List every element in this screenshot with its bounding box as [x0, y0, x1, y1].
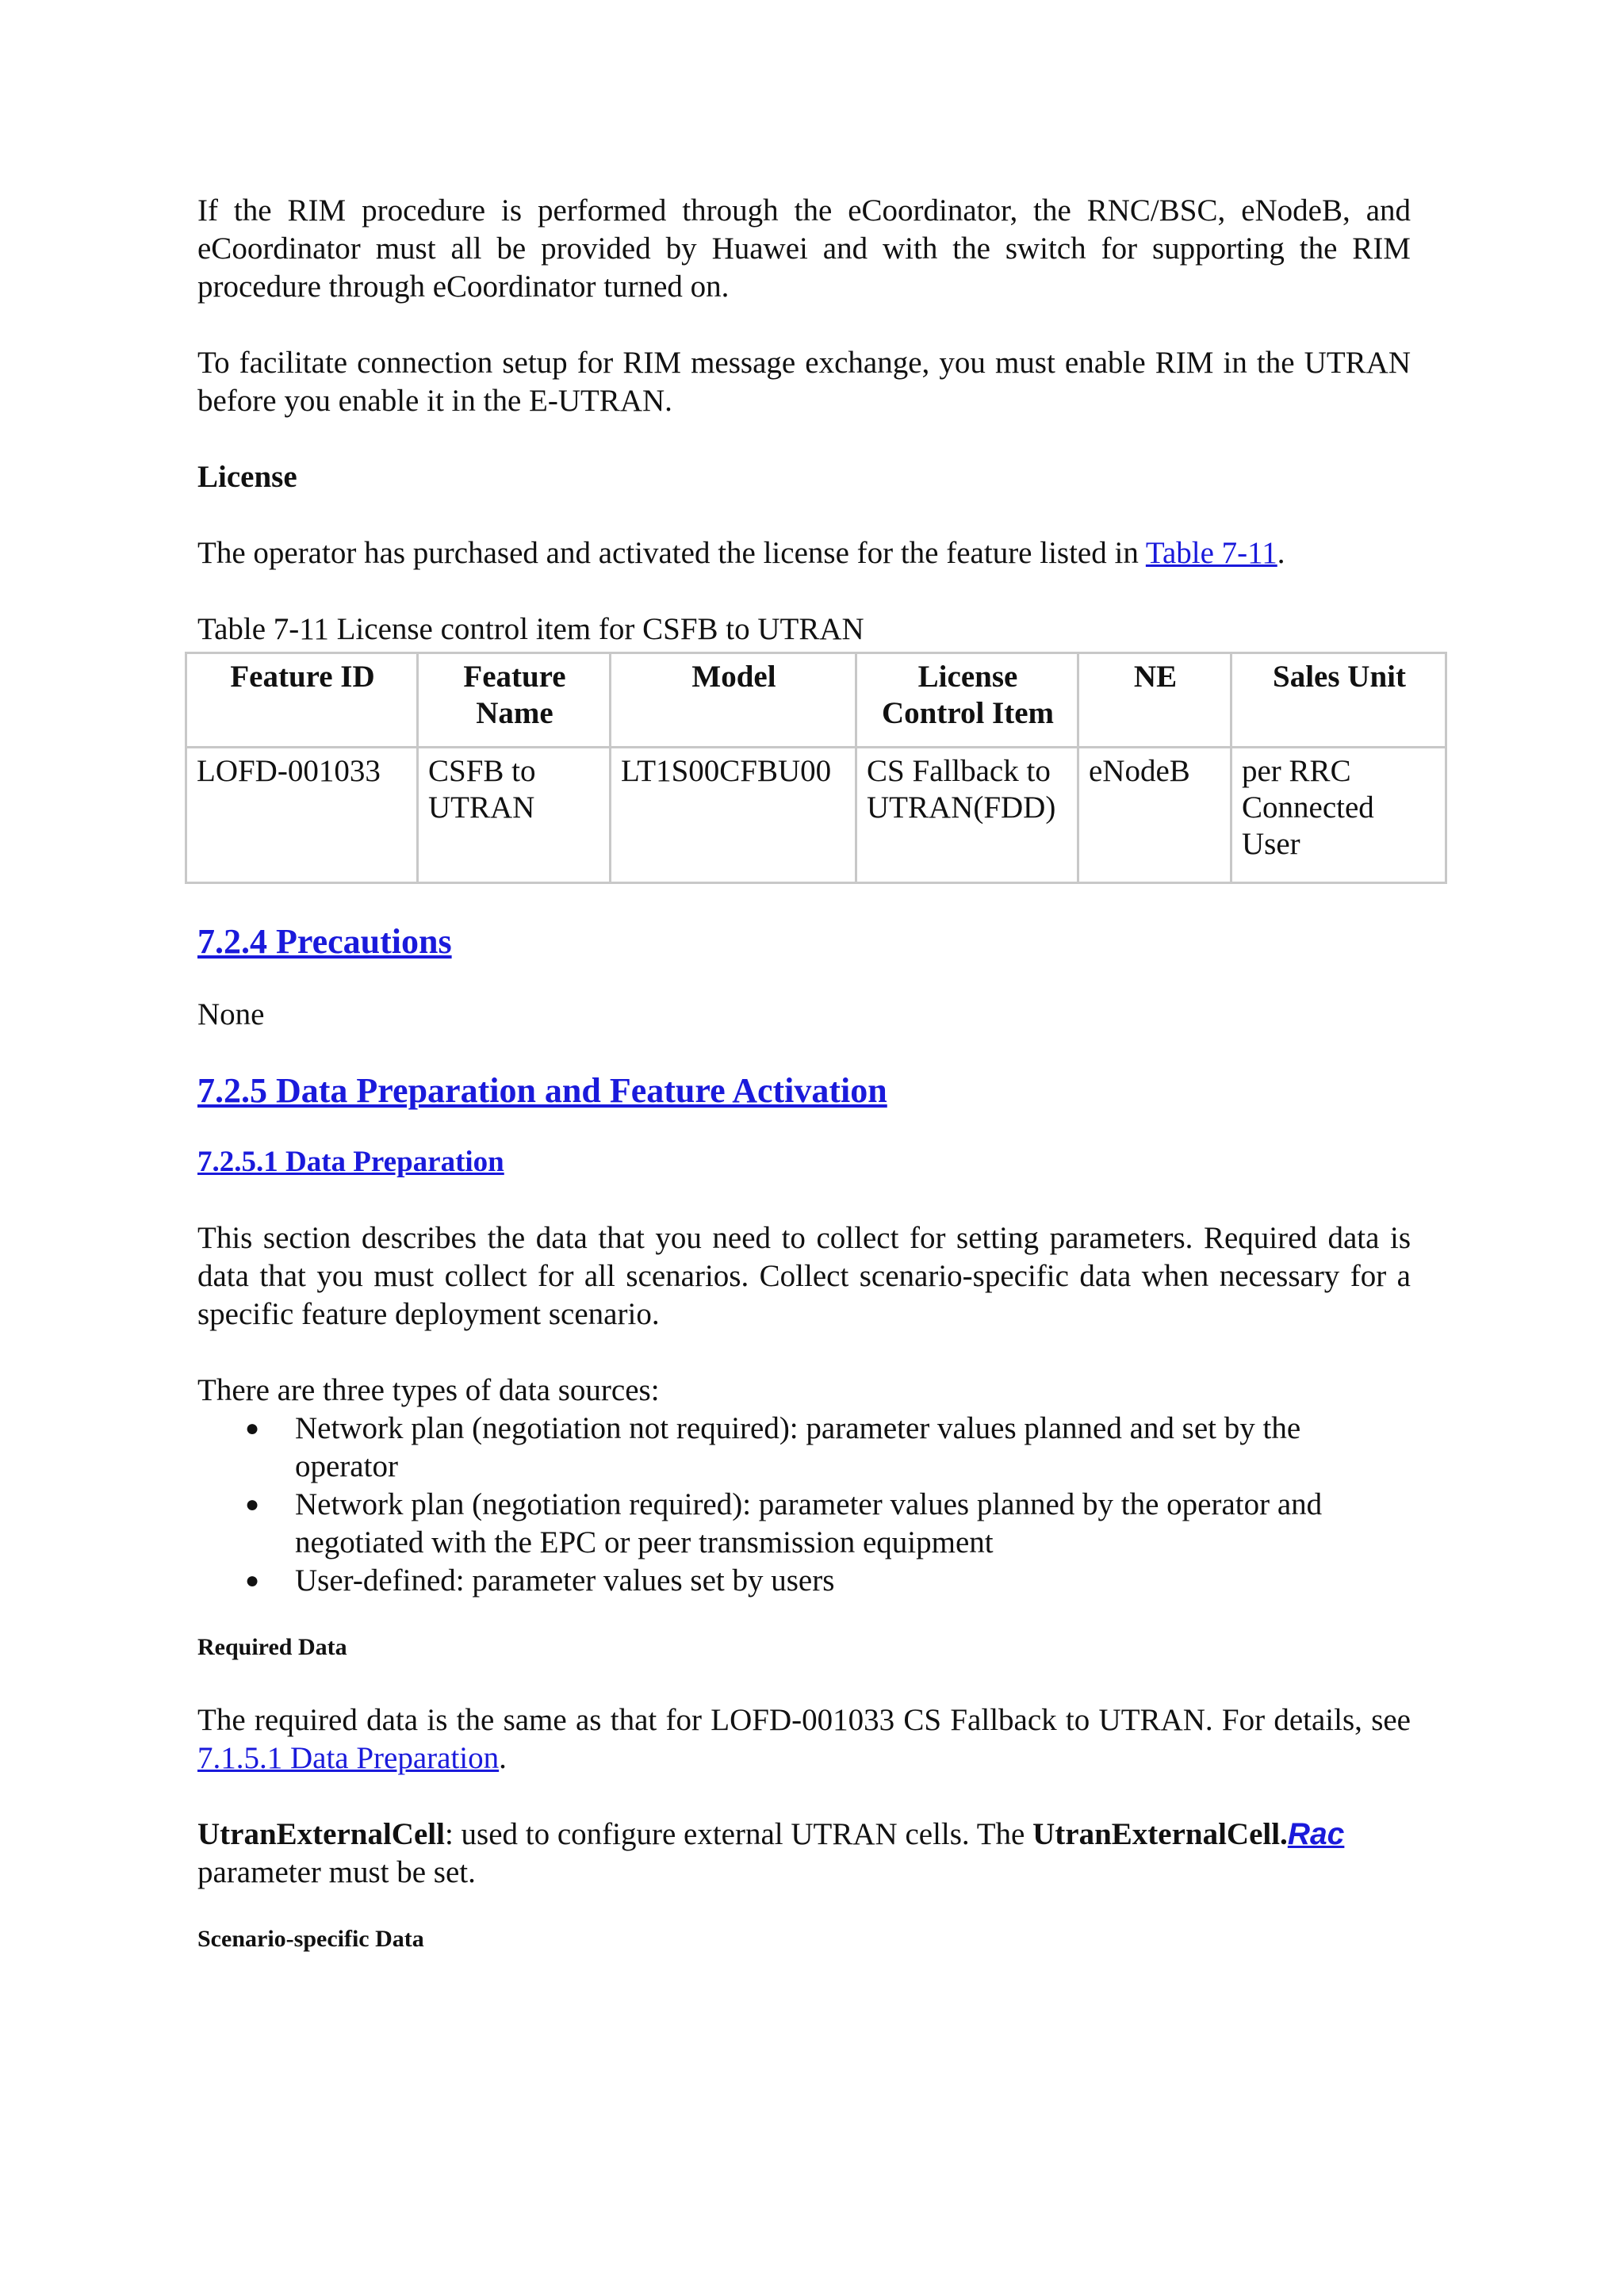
document-content	[197, 192, 1411, 649]
header-ne: NE	[1078, 653, 1231, 748]
data-preparation-link[interactable]: 7.1.5.1 Data Preparation	[197, 1741, 500, 1775]
required-data-heading: Required Data	[197, 1634, 347, 1660]
intro-paragraph-2: To facilitate connection setup for RIM message exchange, you must enable RIM in the UTRAN before you enable it in the E-UTRAN.	[197, 346, 1411, 418]
cell-feature-name: CSFB to UTRAN	[418, 748, 611, 883]
cell-license-control-item: CS Fallback to UTRAN(FDD)	[856, 748, 1078, 883]
data-preparation-subheading[interactable]: 7.2.5.1 Data Preparation	[197, 1146, 504, 1178]
header-feature-name: Feature Name	[418, 653, 611, 748]
scenario-specific-heading: Scenario-specific Data	[197, 1926, 424, 1952]
table-7-11-link[interactable]: Table 7-11	[1145, 536, 1277, 570]
intro-paragraph-1: If the RIM procedure is performed through the eCoordinator, the RNC/BSC, eNodeB, and eCoordinator must all be provided by Huawei and with the switch for supporting the RIM procedure through eCoordinator turned on.	[197, 193, 1411, 304]
data-preparation-heading[interactable]: 7.2.5 Data Preparation and Feature Activation	[197, 1071, 887, 1110]
bullet-icon: ●	[245, 1567, 260, 1594]
utran-text: : used to configure external UTRAN cells. The	[444, 1817, 1033, 1851]
precautions-heading[interactable]: 7.2.4 Precautions	[197, 922, 452, 961]
header-feature-id: Feature ID	[186, 653, 418, 748]
precautions-body: None	[197, 997, 265, 1031]
header-license-control-item: License Control Item	[856, 653, 1078, 748]
data-sources-intro: There are three types of data sources:	[197, 1373, 660, 1407]
list-item: ● Network plan (negotiation required): parameter values planned by the operator and negotiated with the EPC or peer transmission equipment	[245, 1487, 1323, 1559]
header-model: Model	[611, 653, 856, 748]
document-content-lower	[197, 920, 1411, 1955]
required-data-text-end: .	[499, 1741, 507, 1775]
rac-parameter-link[interactable]: Rac	[1287, 1817, 1345, 1851]
utran-term: UtranExternalCell	[197, 1817, 445, 1851]
utran-term-2: UtranExternalCell.	[1032, 1817, 1288, 1851]
required-data-paragraph	[197, 1701, 1411, 1777]
license-table	[185, 652, 1447, 884]
list-item: ● User-defined: parameter values set by users	[197, 1562, 1411, 1600]
list-item: ● Network plan (negotiation not required): parameter values planned and set by the operator	[245, 1411, 1301, 1483]
table-header-row	[186, 653, 1446, 748]
utran-paragraph	[197, 1816, 1411, 1892]
cell-model: LT1S00CFBU00	[611, 748, 856, 883]
utran-text-end: parameter must be set.	[197, 1855, 476, 1889]
required-data-text: The required data is the same as that for LOFD-001033 CS Fallback to UTRAN. For details, see	[197, 1703, 1411, 1737]
table-caption: Table 7-11 License control item for CSFB to UTRAN	[197, 612, 864, 646]
license-text-end: .	[1277, 536, 1285, 570]
license-text: The operator has purchased and activated the license for the feature listed in	[197, 536, 1146, 570]
bullet-icon: ●	[245, 1491, 260, 1517]
cell-ne: eNodeB	[1078, 748, 1231, 883]
table-row	[186, 748, 1446, 883]
bullet-icon: ●	[245, 1415, 260, 1441]
license-paragraph	[197, 534, 1411, 572]
data-sources-list	[197, 1410, 1411, 1600]
cell-feature-id: LOFD-001033	[186, 748, 418, 883]
data-preparation-paragraph: This section describes the data that you need to collect for setting parameters. Required data is data that you must collect for all scenarios. Collect scenario-specific data when necessary for a specific feature deployment scenario.	[197, 1221, 1411, 1331]
header-sales-unit: Sales Unit	[1231, 653, 1446, 748]
license-heading: License	[197, 460, 297, 494]
cell-sales-unit: per RRC Connected User	[1231, 748, 1446, 883]
